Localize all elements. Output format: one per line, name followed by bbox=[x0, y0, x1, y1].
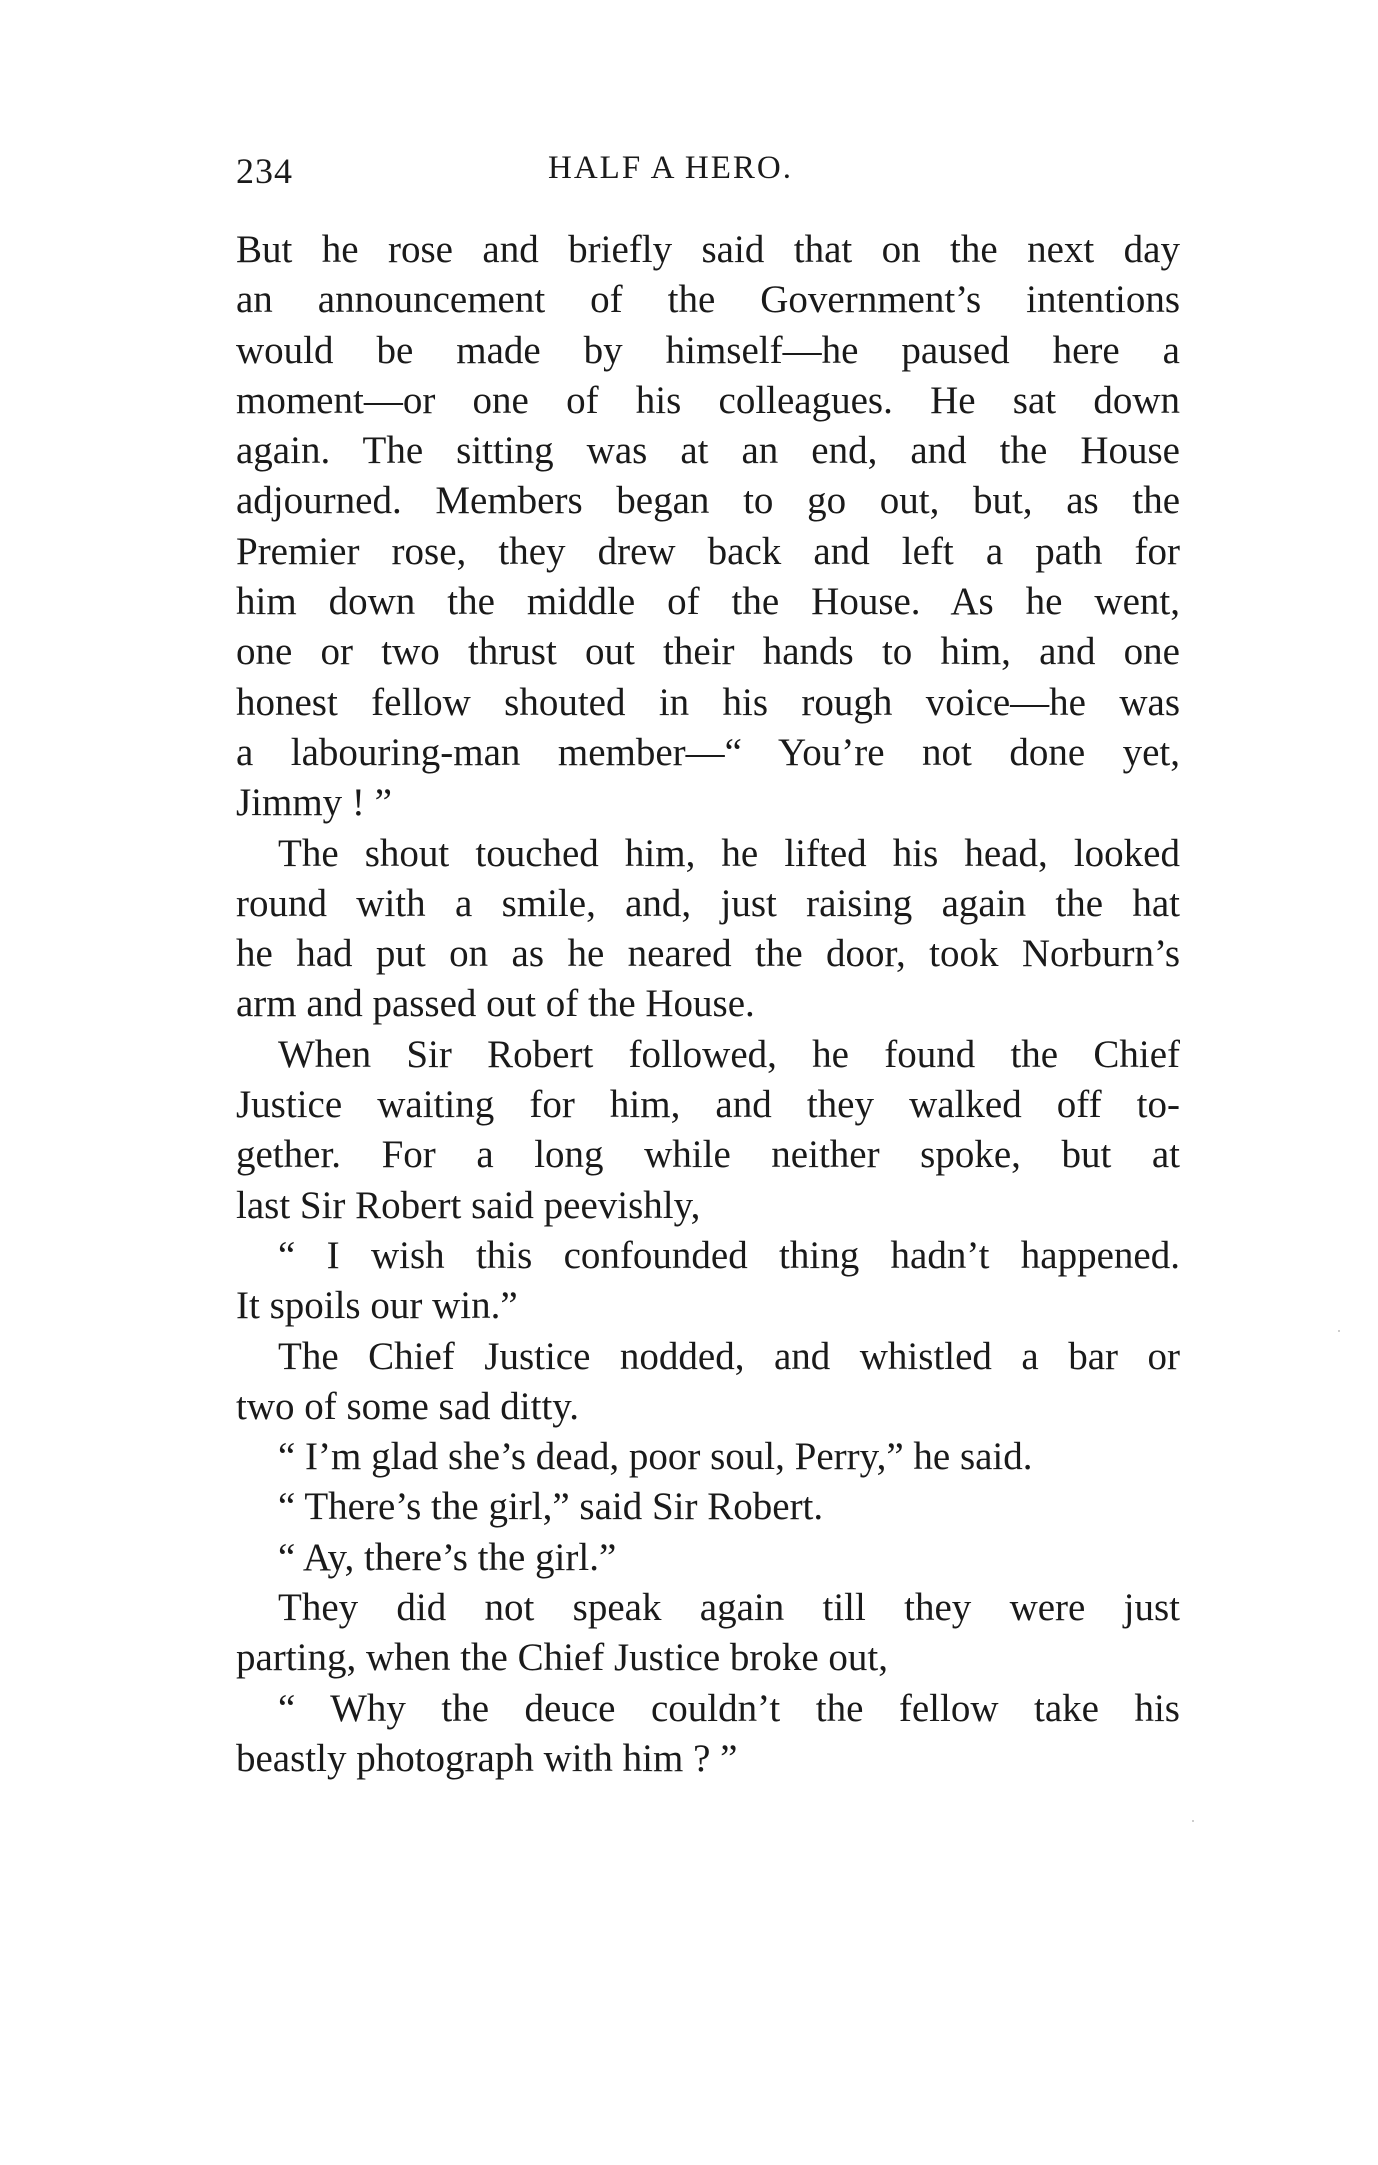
text-line: Jimmy ! ” bbox=[236, 781, 392, 825]
text-line: The shout touched him, he lifted his head, looked bbox=[278, 831, 1180, 875]
text-line: It spoils our win.” bbox=[236, 1284, 518, 1328]
text-line: Premier rose, they drew back and left a path for bbox=[236, 529, 1180, 573]
running-head bbox=[236, 150, 1180, 200]
text-line: one or two thrust out their hands to him, and one bbox=[236, 630, 1180, 674]
text-line: But he rose and briefly said that on the next day bbox=[236, 228, 1180, 271]
text-line: moment—or one of his colleagues. He sat down bbox=[236, 378, 1180, 422]
text-line: honest fellow shouted in his rough voice—he was bbox=[236, 680, 1180, 724]
running-title: HALF A HERO. bbox=[548, 150, 793, 186]
text-line: a labouring-man member—“ You’re not done yet, bbox=[236, 730, 1180, 774]
text-line: him down the middle of the House. As he went, bbox=[236, 580, 1180, 624]
page-number: 234 bbox=[236, 151, 293, 191]
text-line: When Sir Robert followed, he found the Chief bbox=[278, 1032, 1180, 1076]
text-line: round with a smile, and, just raising again the hat bbox=[236, 881, 1180, 925]
text-line: adjourned. Members began to go out, but, as the bbox=[236, 479, 1180, 523]
paper-speck bbox=[1192, 1820, 1194, 1822]
body-text bbox=[236, 225, 1180, 1784]
text-line: would be made by himself—he paused here a bbox=[236, 328, 1180, 372]
text-line: an announcement of the Government’s intentions bbox=[236, 278, 1180, 322]
text-line: arm and passed out of the House. bbox=[236, 982, 755, 1026]
text-line: “ I wish this confounded thing hadn’t happened. bbox=[278, 1233, 1180, 1277]
text-line: beastly photograph with him ? ” bbox=[236, 1736, 738, 1780]
text-line: The Chief Justice nodded, and whistled a bar or bbox=[278, 1334, 1180, 1378]
text-line: two of some sad ditty. bbox=[236, 1384, 580, 1428]
text-line: They did not speak again till they were just bbox=[278, 1586, 1180, 1630]
text-line: Justice waiting for him, and they walked off to- bbox=[236, 1083, 1180, 1127]
text-line: he had put on as he neared the door, took Norburn’s bbox=[236, 932, 1180, 976]
text-line: “ Why the deuce couldn’t the fellow take his bbox=[278, 1686, 1180, 1730]
text-line: parting, when the Chief Justice broke out, bbox=[236, 1636, 889, 1680]
text-line: “ There’s the girl,” said Sir Robert. bbox=[278, 1485, 824, 1529]
text-line: again. The sitting was at an end, and the House bbox=[236, 429, 1180, 473]
paper-speck bbox=[1338, 1330, 1340, 1332]
text-line: “ Ay, there’s the girl.” bbox=[278, 1535, 617, 1579]
text-line: gether. For a long while neither spoke, but at bbox=[236, 1133, 1180, 1177]
text-line: “ I’m glad she’s dead, poor soul, Perry,” he said. bbox=[278, 1435, 1033, 1479]
text-line: last Sir Robert said peevishly, bbox=[236, 1183, 701, 1227]
